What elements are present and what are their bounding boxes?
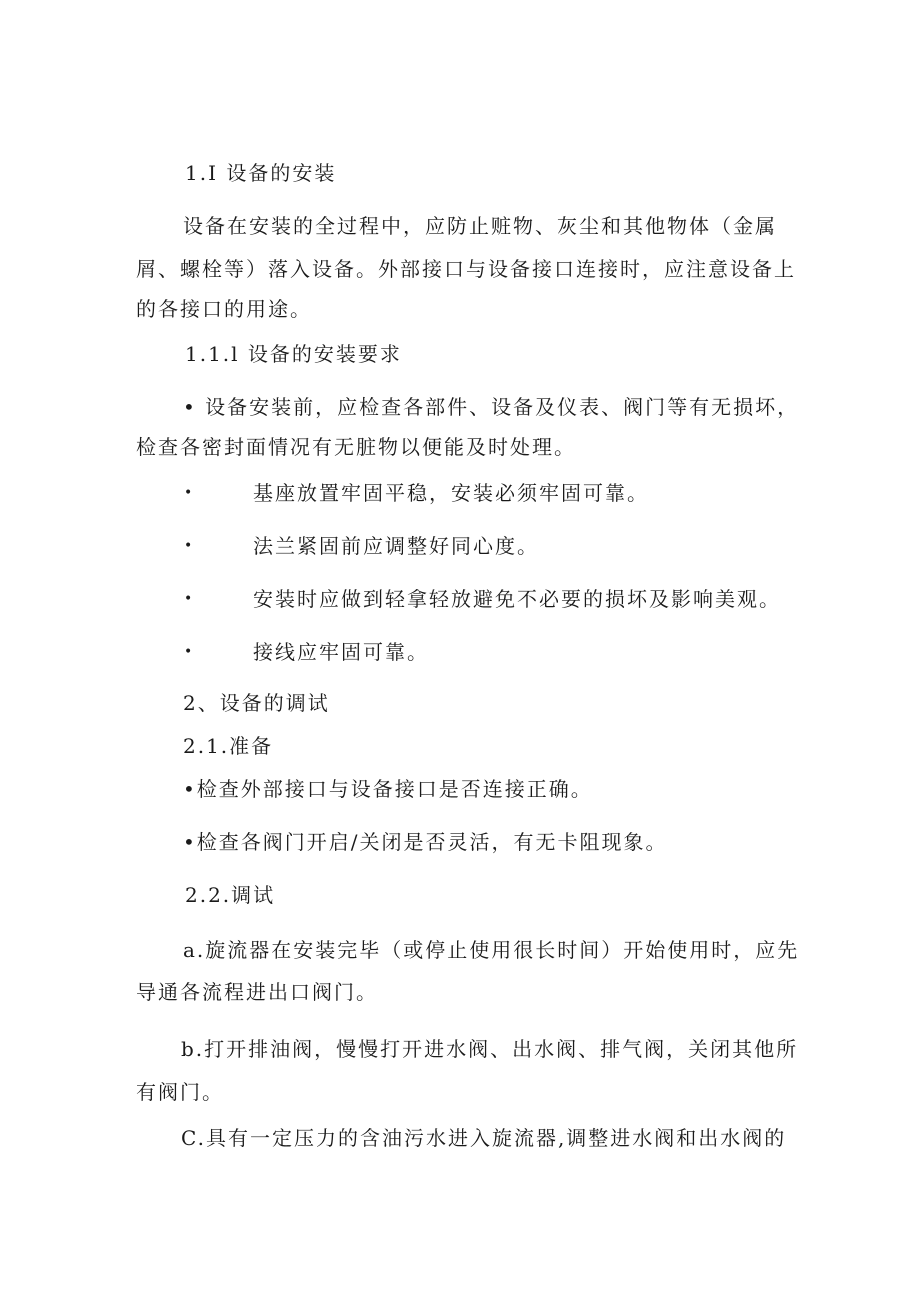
bullet-icon: •	[184, 591, 193, 607]
step-a-line-2: 导通各流程进出口阀门。	[136, 980, 378, 1004]
section-1-paragraph-line-3: 的各接口的用途。	[136, 297, 312, 321]
bullet-icon: •	[184, 538, 193, 554]
section-2-heading: 2、设备的调试	[183, 691, 330, 715]
step-c-line-1: C.具有一定压力的含油污水进入旋流器,调整进水阀和出水阀的	[181, 1126, 787, 1150]
section-1-paragraph-line-1: 设备在安装的全过程中，应防止赃物、灰尘和其他物体（金属	[183, 214, 777, 238]
section-2-1-heading: 2.1.准备	[183, 734, 274, 758]
section-1-paragraph-line-2: 屑、螺栓等）落入设备。外部接口与设备接口连接时，应注意设备上	[136, 257, 796, 281]
requirement-item-5: 接线应牢固可靠。	[253, 640, 429, 664]
step-a-line-1: a.旋流器在安装完毕（或停止使用很长时间）开始使用时，应先	[183, 938, 800, 962]
step-b-line-2: 有阀门。	[136, 1080, 224, 1104]
requirement-item-1-line-2: 检查各密封面情况有无脏物以便能及时处理。	[136, 435, 576, 459]
section-2-2-heading: 2.2.调试	[185, 883, 276, 907]
prep-item-2: •检查各阀门开启/关闭是否灵活，有无卡阻现象。	[183, 830, 668, 854]
section-1-1-heading: 1.1.l 设备的安装要求	[185, 342, 402, 366]
requirement-item-2: 基座放置牢固平稳，安装必须牢固可靠。	[253, 481, 649, 505]
bullet-icon: •	[184, 485, 193, 501]
prep-item-1: •检查外部接口与设备接口是否连接正确。	[183, 777, 593, 801]
section-1-heading: 1.I 设备的安装	[185, 161, 337, 185]
requirement-item-3: 法兰紧固前应调整好同心度。	[253, 534, 539, 558]
bullet-icon: •	[184, 644, 193, 660]
step-b-line-1: b.打开排油阀，慢慢打开进水阀、出水阀、排气阀，关闭其他所	[181, 1037, 799, 1061]
requirement-item-4: 安装时应做到轻拿轻放避免不必要的损坏及影响美观。	[253, 587, 781, 611]
requirement-item-1-line-1: • 设备安装前，应检查各部件、设备及仪表、阀门等有无损坏，	[183, 395, 800, 419]
